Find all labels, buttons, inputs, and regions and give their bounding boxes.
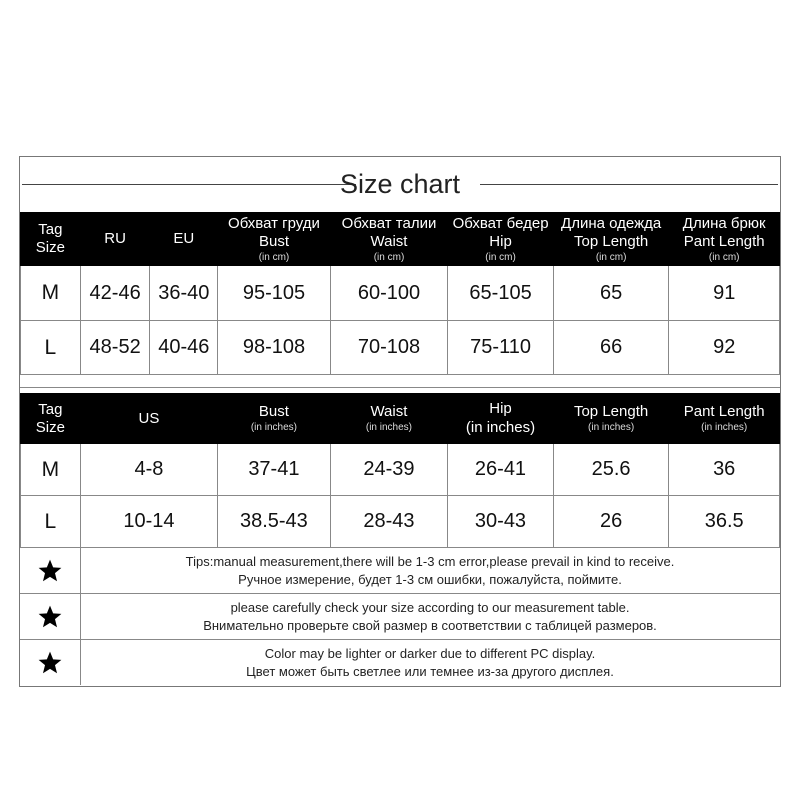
ru-header-eu: EU xyxy=(150,213,218,266)
star-icon xyxy=(20,640,81,685)
table-gap-divider xyxy=(20,387,780,388)
ru-cell-tag: M xyxy=(21,266,81,321)
ru-cell-tag: L xyxy=(21,321,81,375)
ru-cell-bust: 98-108 xyxy=(218,321,331,375)
ru-header-bust: Обхват груди Bust (in cm) xyxy=(218,213,331,266)
tip-item xyxy=(20,593,780,639)
us-cell-us: 10-14 xyxy=(80,496,217,548)
title-divider-right xyxy=(480,184,778,185)
tip-text-ru: Ручное измерение, будет 1-3 см ошибки, пожалуйста, поймите. xyxy=(238,571,622,587)
ru-cell-top-length: 65 xyxy=(553,266,669,321)
ru-row-m xyxy=(21,266,780,321)
tip-text-ru: Внимательно проверьте свой размер в соответствии с таблицей размеров. xyxy=(203,617,657,633)
ru-cell-bust: 95-105 xyxy=(218,266,331,321)
ru-header-waist: Обхват талии Waist (in cm) xyxy=(330,213,448,266)
tip-text-en: please carefully check your size according to our measurement table. xyxy=(230,599,630,615)
us-row-m xyxy=(21,444,780,496)
tip-text-en: Color may be lighter or darker due to different PC display. xyxy=(264,645,596,661)
ru-header-top-length: Длина одежда Top Length (in cm) xyxy=(553,213,669,266)
ru-cell-eu: 36-40 xyxy=(150,266,218,321)
tips-section xyxy=(20,547,780,685)
ru-cell-waist: 60-100 xyxy=(330,266,448,321)
ru-cell-ru: 42-46 xyxy=(80,266,150,321)
ru-header-ru: RU xyxy=(80,213,150,266)
ru-cell-pant-length: 92 xyxy=(669,321,780,375)
title-row xyxy=(20,157,780,212)
us-cell-waist: 28-43 xyxy=(330,496,447,548)
us-cell-top-length: 25.6 xyxy=(553,444,669,496)
us-cell-pant-length: 36.5 xyxy=(669,496,780,548)
us-cell-hip: 30-43 xyxy=(448,496,554,548)
ru-header-pant-length: Длина брюк Pant Length (in cm) xyxy=(669,213,780,266)
ru-cell-hip: 65-105 xyxy=(448,266,554,321)
star-icon xyxy=(20,548,81,593)
us-cell-tag: M xyxy=(21,444,81,496)
us-header-waist: Waist (in inches) xyxy=(330,394,447,444)
ru-header-tag-size: Tag Size xyxy=(21,213,81,266)
us-cell-pant-length: 36 xyxy=(669,444,780,496)
star-icon xyxy=(20,594,81,639)
ru-cell-eu: 40-46 xyxy=(150,321,218,375)
ru-cell-waist: 70-108 xyxy=(330,321,448,375)
tip-text-ru: Цвет может быть светлее или темнее из-за другого дисплея. xyxy=(246,663,614,679)
us-header-tag-size: Tag Size xyxy=(21,394,81,444)
us-header-top-length: Top Length (in inches) xyxy=(553,394,669,444)
ru-row-l xyxy=(21,321,780,375)
us-cell-hip: 26-41 xyxy=(448,444,554,496)
ru-header-row xyxy=(21,213,780,266)
size-chart-frame xyxy=(19,156,781,687)
us-header-us: US xyxy=(80,394,217,444)
page-title: Size chart xyxy=(339,169,461,199)
us-cell-bust: 38.5-43 xyxy=(218,496,331,548)
us-size-table xyxy=(20,393,780,548)
tip-item xyxy=(20,547,780,593)
us-cell-us: 4-8 xyxy=(80,444,217,496)
tip-item xyxy=(20,639,780,685)
ru-size-table xyxy=(20,212,780,375)
ru-header-hip: Обхват бедер Hip (in cm) xyxy=(448,213,554,266)
us-header-pant-length: Pant Length (in inches) xyxy=(669,394,780,444)
ru-cell-ru: 48-52 xyxy=(80,321,150,375)
ru-cell-top-length: 66 xyxy=(553,321,669,375)
tip-text-en: Tips:manual measurement,there will be 1-3 cm error,please prevail in kind to receive. xyxy=(185,553,675,569)
us-cell-tag: L xyxy=(21,496,81,548)
us-row-l xyxy=(21,496,780,548)
ru-cell-hip: 75-110 xyxy=(448,321,554,375)
us-cell-bust: 37-41 xyxy=(218,444,331,496)
us-header-row xyxy=(21,394,780,444)
us-header-hip: Hip (in inches) xyxy=(448,394,554,444)
ru-cell-pant-length: 91 xyxy=(669,266,780,321)
us-cell-waist: 24-39 xyxy=(330,444,447,496)
us-cell-top-length: 26 xyxy=(553,496,669,548)
us-header-bust: Bust (in inches) xyxy=(218,394,331,444)
